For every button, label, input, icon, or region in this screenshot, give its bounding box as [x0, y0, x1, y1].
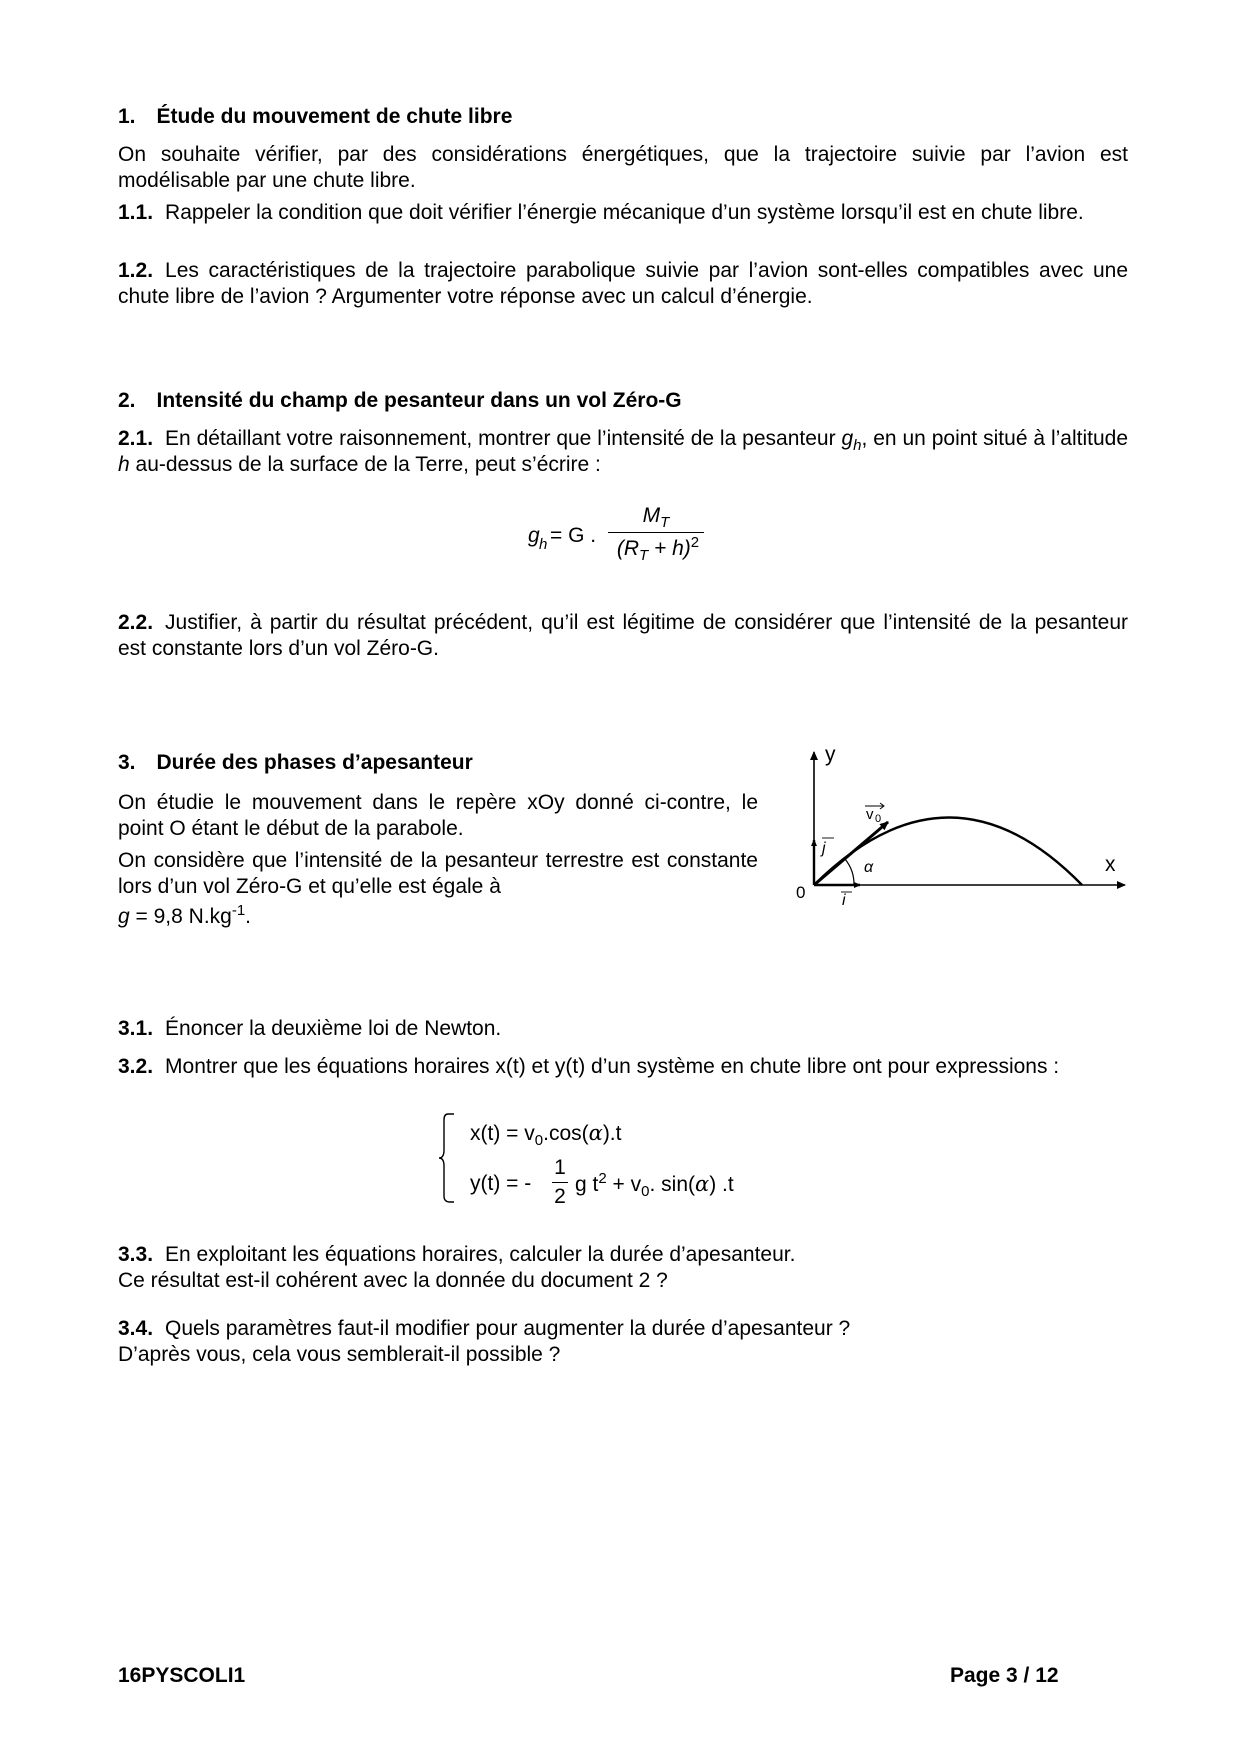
equation-x-part: x(t) = v — [470, 1122, 535, 1145]
equation-y-exponent: 2 — [598, 1170, 607, 1187]
equation-y-subscript: 0 — [641, 1183, 650, 1201]
section-3-title: 3. Durée des phases d’apesanteur — [118, 751, 473, 774]
equation-y-rest — [575, 1170, 734, 1201]
question-number: 2.1. — [118, 427, 154, 450]
formula-radius-subscript: T — [639, 547, 649, 565]
symbol-g: g — [841, 427, 854, 450]
formula-exponent: 2 — [690, 534, 700, 551]
section-2-title: 2. Intensité du champ de pesanteur dans un vol Zéro-G — [118, 389, 682, 412]
formula-g-subscript: h — [539, 536, 548, 553]
x-axis-label: x — [1105, 853, 1116, 876]
gravity-value-text: = 9,8 N.kg — [129, 905, 232, 928]
question-text: Justifier, à partir du résultat précédent, qu’il est légitime de considérer que l’intensité de la pesanteur est constante lors d’un vol Zéro-G. — [118, 611, 1128, 660]
question-number: 3.2. — [118, 1055, 154, 1078]
equation-x-subscript: 0 — [534, 1132, 544, 1150]
question-text: Énoncer la deuxième loi de Newton. — [165, 1017, 502, 1040]
equation-y-part: y(t) = - — [470, 1172, 532, 1195]
j-label: j — [822, 840, 826, 857]
equation-y-part: + v — [606, 1173, 642, 1196]
question-3-1 — [118, 1016, 1128, 1042]
formula-height: + h) — [648, 537, 691, 560]
question-3-2 — [118, 1054, 1128, 1080]
fraction-bar — [608, 532, 704, 533]
equation-y-alpha: α — [695, 1172, 710, 1196]
question-text: D’après vous, cela vous semblerait-il possible ? — [118, 1343, 561, 1366]
question-text: Quels paramètres faut-il modifier pour augmenter la durée d’apesanteur ? — [165, 1317, 851, 1340]
origin-label: 0 — [796, 883, 806, 902]
question-text-part: , en un point situé à l’altitude — [861, 427, 1128, 450]
formula-equals: = G . — [550, 524, 597, 547]
footer-code: 16PYSCOLI1 — [118, 1664, 246, 1687]
gravity-value — [118, 904, 758, 930]
question-3-4 — [118, 1316, 1128, 1368]
question-3-3 — [118, 1242, 1128, 1294]
question-1-2 — [118, 258, 1128, 310]
question-number: 3.4. — [118, 1317, 154, 1340]
gravity-value-exponent: -1 — [231, 902, 246, 919]
formula-denominator — [608, 534, 708, 565]
equation-y-part: . sin( — [649, 1173, 695, 1196]
gravity-formula — [528, 504, 748, 564]
formula-radius: (R — [616, 537, 640, 560]
equation-y-fraction-denominator: 2 — [554, 1185, 566, 1208]
section-3-paragraph-2: On considère que l’intensité de la pesanteur terrestre est constante lors d’un vol Zéro-G et qu’elle est égale à — [118, 849, 758, 898]
formula-g: g — [528, 524, 540, 547]
equation-y-fraction-numerator: 1 — [554, 1156, 566, 1179]
v0-subscript: 0 — [875, 813, 882, 825]
question-text: Ce résultat est-il cohérent avec la donnée du document 2 ? — [118, 1269, 668, 1292]
question-2-2 — [118, 610, 1128, 662]
section-1-title: 1. Étude du mouvement de chute libre — [118, 105, 513, 128]
question-number: 3.3. — [118, 1243, 154, 1266]
symbol-g-subscript: h — [853, 437, 862, 455]
equation-x-part: .cos( — [543, 1122, 589, 1145]
alpha-label: α — [864, 859, 874, 876]
y-axis-label: y — [825, 743, 836, 766]
equation-x — [470, 1120, 622, 1150]
symbol-h: h — [118, 453, 130, 476]
equation-brace — [438, 1112, 462, 1204]
question-number: 1.2. — [118, 259, 154, 282]
equation-y-part: ) .t — [709, 1173, 734, 1196]
equation-x-alpha: α — [588, 1121, 603, 1145]
equation-y-fraction-bar — [552, 1182, 568, 1183]
section-1-intro: On souhaite vérifier, par des considérations énergétiques, que la trajectoire suivie par l’avion est modélisable par une chute libre. — [118, 143, 1128, 192]
i-label: i — [842, 892, 846, 909]
question-text: Montrer que les équations horaires x(t) et y(t) d’un système en chute libre ont pour expressions : — [165, 1055, 1060, 1078]
question-text-part: En détaillant votre raisonnement, montrer que l’intensité de la pesanteur — [165, 427, 842, 450]
question-text-part: au-dessus de la surface de la Terre, peut s’écrire : — [129, 453, 601, 476]
equation-y-part: g t — [575, 1173, 599, 1196]
angle-arc — [845, 859, 854, 885]
gravity-value-end: . — [245, 905, 252, 928]
question-number: 3.1. — [118, 1017, 154, 1040]
formula-mass-subscript: T — [660, 514, 670, 532]
question-text: Rappeler la condition que doit vérifier l’énergie mécanique d’un système lorsqu’il est en chute libre. — [165, 201, 1084, 224]
question-2-1 — [118, 426, 1128, 478]
symbol-g: g — [118, 905, 130, 928]
formula-mass: M — [642, 504, 661, 527]
trajectory-diagram — [780, 740, 1130, 920]
question-number: 2.2. — [118, 611, 154, 634]
question-text: Les caractéristiques de la trajectoire parabolique suivie par l’avion sont-elles compatibles avec une chute libre de l’avion ? Argumenter votre réponse avec un calcul d’énergie. — [118, 259, 1128, 308]
formula-numerator — [608, 504, 704, 532]
v0-label: v — [866, 806, 874, 823]
footer-page-number: Page 3 / 12 — [950, 1664, 1059, 1687]
section-3-paragraph-1: On étudie le mouvement dans le repère xOy donné ci-contre, le point O étant le début de la parabole. — [118, 791, 758, 840]
question-text: En exploitant les équations horaires, calculer la durée d’apesanteur. — [165, 1243, 796, 1266]
equation-x-part: ).t — [602, 1122, 622, 1145]
question-1-1 — [118, 200, 1128, 226]
question-number: 1.1. — [118, 201, 154, 224]
